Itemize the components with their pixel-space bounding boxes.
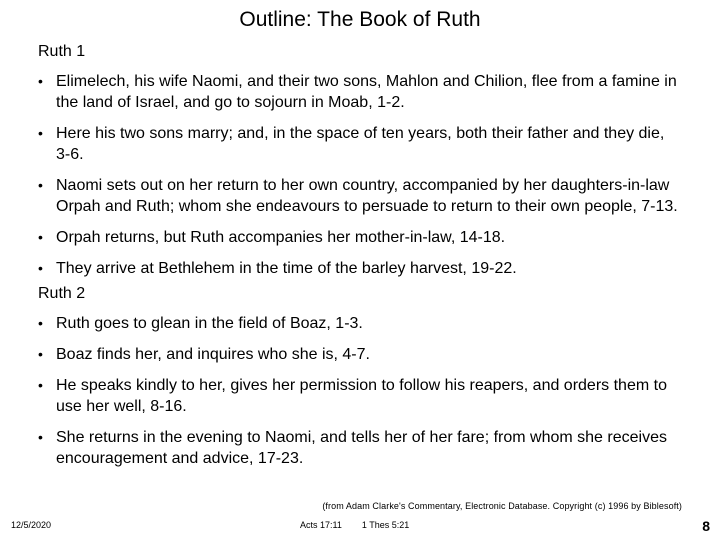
outline-content xyxy=(38,42,688,479)
bullet-icon: • xyxy=(38,346,43,362)
chapter-heading-ruth-1: Ruth 1 xyxy=(38,43,86,60)
list-item xyxy=(38,258,688,279)
list-item xyxy=(38,375,688,417)
bullet-icon: • xyxy=(38,125,43,141)
chapter-2-bullet-list xyxy=(38,313,688,469)
bullet-text: Here his two sons marry; and, in the space of ten years, both their father and they die, 3‑6. xyxy=(56,125,665,163)
bullet-text: Orpah returns, but Ruth accompanies her mother‑in‑law, 14‑18. xyxy=(56,229,506,246)
bullet-icon: • xyxy=(38,315,43,331)
bullet-text: Ruth goes to glean in the field of Boaz, 1‑3. xyxy=(56,315,363,332)
bullet-text: Boaz finds her, and inquires who she is, 4‑7. xyxy=(56,346,370,363)
list-item xyxy=(38,227,688,248)
bullet-icon: • xyxy=(38,377,43,393)
footer-date: 12/5/2020 xyxy=(11,520,52,530)
bullet-text: They arrive at Bethlehem in the time of the barley harvest, 19‑22. xyxy=(56,260,517,277)
bullet-icon: • xyxy=(38,229,43,245)
list-item xyxy=(38,71,688,113)
source-citation: (from Adam Clarke's Commentary, Electronic Database. Copyright (c) 1996 by Biblesoft) xyxy=(322,501,682,511)
chapter-heading-ruth-2: Ruth 2 xyxy=(38,285,86,302)
slide-title: Outline: The Book of Ruth xyxy=(239,8,481,31)
list-item xyxy=(38,427,688,469)
list-item xyxy=(38,123,688,165)
footer-reference-thessalonians: 1 Thes 5:21 xyxy=(361,520,410,530)
list-item xyxy=(38,313,688,334)
bullet-icon: • xyxy=(38,177,43,193)
page-number: 8 xyxy=(702,518,710,534)
bullet-text: Naomi sets out on her return to her own country, accompanied by her daughters‑in‑law Orpah and Ruth; whom she endeavours to persuade to return to their own people, 7‑13. xyxy=(56,177,678,215)
bullet-icon: • xyxy=(38,429,43,445)
bullet-text: She returns in the evening to Naomi, and tells her of her fare; from whom she receives encouragement and advice, 17‑23. xyxy=(56,429,667,467)
chapter-1-bullet-list xyxy=(38,71,688,279)
footer-reference-acts: Acts 17:11 xyxy=(300,520,342,530)
bullet-icon: • xyxy=(38,260,43,276)
bullet-text: Elimelech, his wife Naomi, and their two sons, Mahlon and Chilion, flee from a famine in the land of Israel, and go to sojourn in Moab, 1‑2. xyxy=(56,73,677,111)
list-item xyxy=(38,175,688,217)
bullet-text: He speaks kindly to her, gives her permission to follow his reapers, and orders them to use her well, 8‑16. xyxy=(56,377,667,415)
list-item xyxy=(38,344,688,365)
footer-references xyxy=(300,520,409,531)
bullet-icon: • xyxy=(38,73,43,89)
